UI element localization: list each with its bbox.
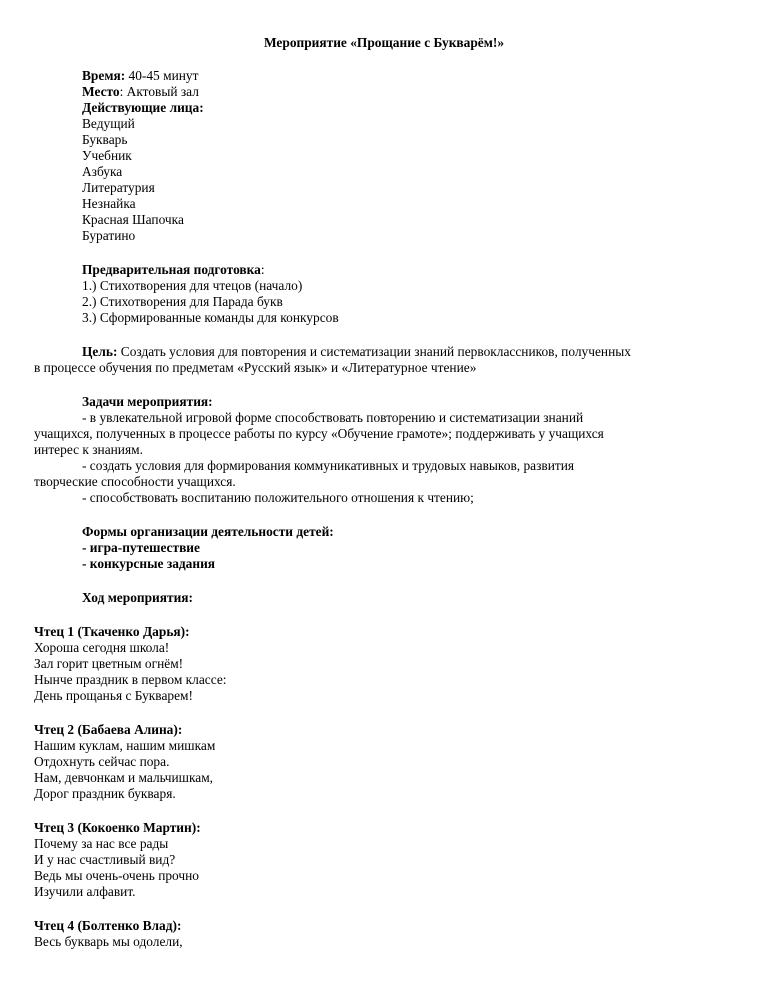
prep-colon: : (260, 262, 265, 277)
cast-item: Литературия (82, 180, 155, 195)
prep-heading (82, 262, 265, 278)
verse-line: Зал горит цветным огнём! (34, 656, 184, 671)
verse-line: Ведь мы очень-очень прочно (34, 868, 199, 883)
prep-item: 1.) Стихотворения для чтецов (начало) (82, 278, 303, 293)
cast-item: Ведущий (82, 116, 135, 131)
course-heading: Ход мероприятия: (82, 590, 194, 605)
verse-line: Нам, девчонкам и мальчишкам, (34, 770, 214, 785)
goal-text: Создать условия для повторения и систематизации знаний первоклассников, полученных (117, 344, 631, 359)
reader-name: Чтец 1 (Ткаченко Дарья): (34, 624, 190, 639)
goal-label: Цель: (82, 344, 118, 359)
cast-item: Незнайка (82, 196, 136, 211)
verse-line: Весь букварь мы одолели, (34, 934, 183, 949)
time-label: Время: (82, 68, 126, 83)
task-line: - способствовать воспитанию положительного отношения к чтению; (82, 490, 474, 505)
document-title: Мероприятие «Прощание с Букварём!» (263, 35, 505, 50)
cast-item: Азбука (82, 164, 123, 179)
place-value: : Актовый зал (119, 84, 199, 99)
goal-text-continued: в процессе обучения по предметам «Русский язык» и «Литературное чтение» (34, 360, 477, 375)
prep-label: Предварительная подготовка (82, 262, 261, 277)
reader-name: Чтец 3 (Кокоенко Мартин): (34, 820, 201, 835)
task-line: учащихся, полученных в процессе работы по курсу «Обучение грамоте»; поддерживать у учащихся (34, 426, 604, 441)
task-line: творческие способности учащихся. (34, 474, 236, 489)
verse-line: Отдохнуть сейчас пора. (34, 754, 170, 769)
verse-line: Дорог праздник букваря. (34, 786, 176, 801)
prep-item: 2.) Стихотворения для Парада букв (82, 294, 283, 309)
prep-item: 3.) Сформированные команды для конкурсов (82, 310, 339, 325)
cast-item: Букварь (82, 132, 128, 147)
time-line (82, 68, 198, 84)
verse-line: Нашим куклам, нашим мишкам (34, 738, 216, 753)
cast-item: Учебник (82, 148, 132, 163)
cast-item: Красная Шапочка (82, 212, 184, 227)
forms-item: - конкурсные задания (82, 556, 216, 571)
cast-item: Буратино (82, 228, 136, 243)
place-line (82, 84, 199, 100)
verse-line: День прощанья с Букварем! (34, 688, 193, 703)
task-line: - в увлекательной игровой форме способствовать повторению и систематизации знаний (82, 410, 584, 425)
verse-line: Нынче праздник в первом классе: (34, 672, 227, 687)
forms-heading: Формы организации деятельности детей: (82, 524, 334, 539)
forms-item: - игра-путешествие (82, 540, 200, 555)
cast-heading: Действующие лица: (82, 100, 204, 115)
verse-line: Хороша сегодня школа! (34, 640, 170, 655)
tasks-heading: Задачи мероприятия: (82, 394, 213, 409)
time-value: 40-45 минут (125, 68, 199, 83)
task-line: - создать условия для формирования коммуникативных и трудовых навыков, развития (82, 458, 575, 473)
verse-line: Изучили алфавит. (34, 884, 136, 899)
goal-line (82, 344, 631, 360)
reader-name: Чтец 4 (Болтенко Влад): (34, 918, 182, 933)
reader-name: Чтец 2 (Бабаева Алина): (34, 722, 183, 737)
verse-line: И у нас счастливый вид? (34, 852, 176, 867)
verse-line: Почему за нас все рады (34, 836, 169, 851)
task-line: интерес к знаниям. (34, 442, 143, 457)
place-label: Место (82, 84, 120, 99)
